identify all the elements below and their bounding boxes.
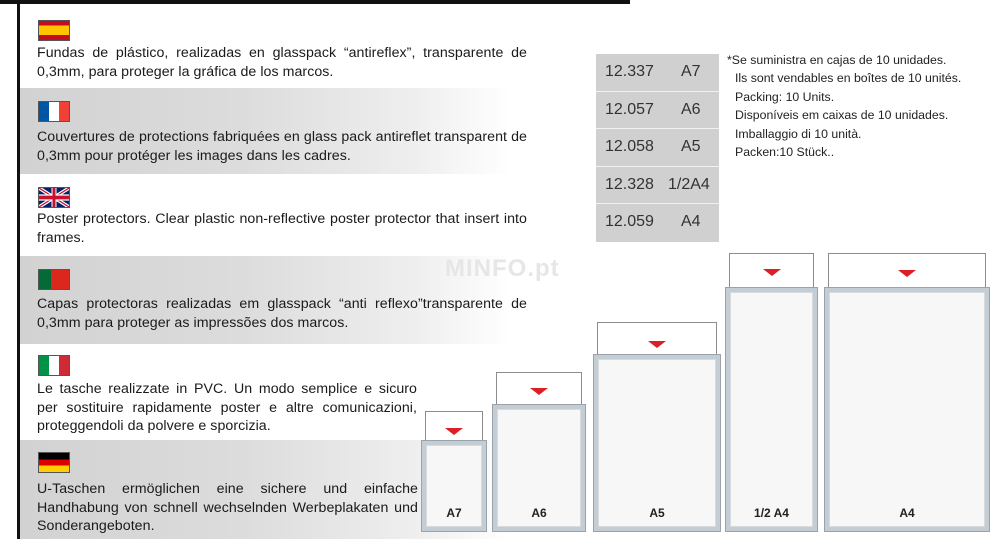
packing-line-fr: Ils sont vendables en boîtes de 10 unités. bbox=[735, 71, 962, 86]
description-text-es: Fundas de plástico, realizadas en glasspack “antireflex”, transparente de 0,3mm, para proteger la gráfica de los marcos. bbox=[37, 45, 527, 80]
description-text-de: U-Taschen ermöglichen eine sichere und einfache Handhabung von schnell wechselnden Werbeplakaten und Sonderangeboten. bbox=[37, 481, 418, 534]
product-code: 12.328 bbox=[605, 175, 654, 193]
description-fr bbox=[20, 88, 527, 174]
frame-label: A5 bbox=[649, 506, 665, 520]
description-text-en: Poster protectors. Clear plastic non-reflective poster protector that insert into frames. bbox=[37, 211, 527, 246]
germany-flag-icon bbox=[38, 452, 70, 473]
product-code: 12.057 bbox=[605, 100, 654, 118]
frame-label: 1/2 A4 bbox=[754, 506, 789, 520]
code-row bbox=[596, 167, 719, 205]
insert-arrow-icon bbox=[763, 269, 781, 276]
protector-sheet bbox=[729, 253, 814, 293]
product-code: 12.059 bbox=[605, 213, 654, 231]
frame-a7 bbox=[422, 411, 486, 531]
product-size: A5 bbox=[681, 138, 701, 156]
description-pt bbox=[20, 256, 527, 344]
packing-line-it: Imballaggio di 10 unità. bbox=[735, 126, 862, 141]
product-code-table bbox=[596, 54, 719, 242]
insert-arrow-icon bbox=[648, 341, 666, 348]
uk-flag-icon bbox=[38, 187, 70, 208]
frame-label: A6 bbox=[531, 506, 547, 520]
packing-line-es: *Se suministra en cajas de 10 unidades. bbox=[727, 53, 947, 67]
protector-sheet bbox=[828, 253, 986, 293]
frame-body bbox=[825, 288, 989, 531]
code-row bbox=[596, 129, 719, 167]
spain-flag-icon bbox=[38, 20, 70, 41]
insert-arrow-icon bbox=[898, 270, 916, 277]
product-size: 1/2A4 bbox=[668, 175, 710, 193]
description-en bbox=[20, 174, 527, 256]
watermark: MINFO.pt bbox=[445, 255, 560, 282]
frame-half-a4 bbox=[726, 253, 817, 531]
frame-a6 bbox=[493, 372, 585, 531]
packing-line-de: Packen:10 Stück.. bbox=[735, 145, 835, 160]
product-code: 12.058 bbox=[605, 138, 654, 156]
top-rule bbox=[0, 0, 630, 4]
italy-flag-icon bbox=[38, 355, 70, 376]
france-flag-icon bbox=[38, 101, 70, 122]
product-size: A4 bbox=[681, 213, 701, 231]
product-code: 12.337 bbox=[605, 63, 654, 80]
description-text-pt: Capas protectoras realizadas em glasspack “anti reflexo”transparente de 0,3mm para proteger as impressões dos marcos. bbox=[37, 296, 527, 331]
insert-arrow-icon bbox=[445, 428, 463, 435]
frame-label: A7 bbox=[446, 506, 462, 520]
description-text-it: Le tasche realizzate in PVC. Un modo semplice e sicuro per sostituire rapidamente poster e altre comunicazioni, proteggendoli da polvere e sporcizia. bbox=[37, 381, 417, 434]
packing-line-en: Packing: 10 Units. bbox=[735, 89, 835, 104]
frame-a5 bbox=[594, 322, 720, 531]
description-text-fr: Couvertures de protections fabriquées en glass pack antireflet transparent de 0,3mm pour protéger les images dans les cadres. bbox=[37, 129, 527, 164]
insert-arrow-icon bbox=[530, 388, 548, 395]
code-row bbox=[596, 204, 719, 242]
code-row bbox=[596, 54, 719, 92]
product-size: A7 bbox=[681, 63, 701, 80]
packing-info bbox=[727, 51, 961, 161]
packing-line-pt: Disponíveis em caixas de 10 unidades. bbox=[735, 108, 949, 123]
frame-body bbox=[594, 355, 720, 531]
portugal-flag-icon bbox=[38, 269, 70, 290]
frame-a4 bbox=[825, 253, 989, 531]
product-size: A6 bbox=[681, 100, 701, 118]
frame-body bbox=[726, 288, 817, 531]
description-es bbox=[20, 8, 527, 88]
code-row bbox=[596, 92, 719, 130]
frame-label: A4 bbox=[899, 506, 915, 520]
